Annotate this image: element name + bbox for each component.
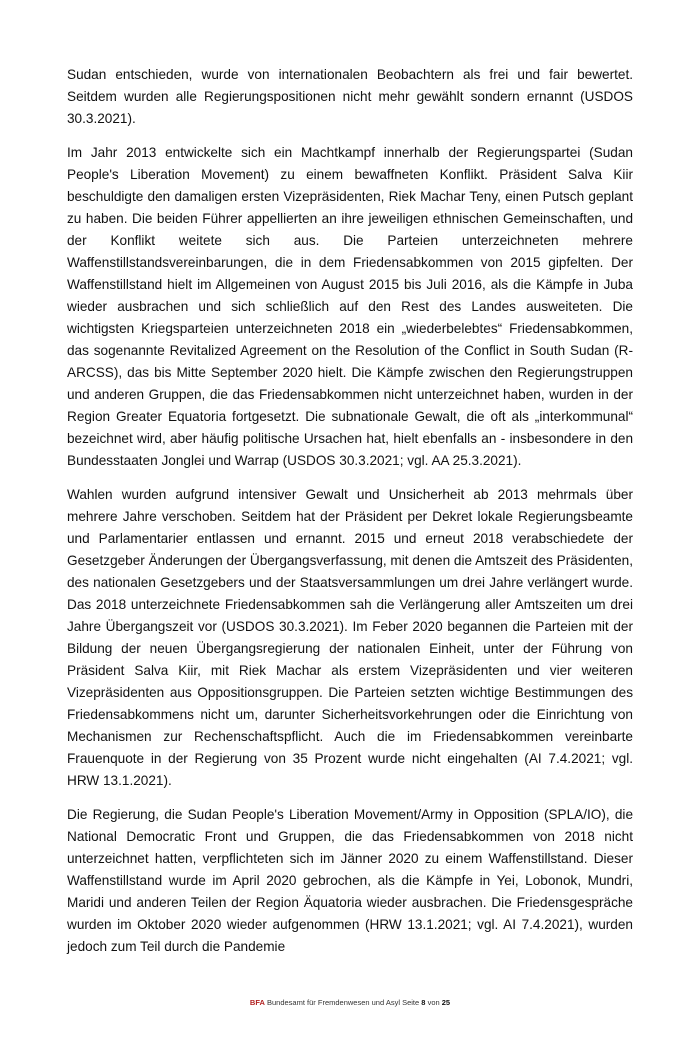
page-footer: [67, 998, 633, 1008]
document-body: [67, 64, 633, 958]
page-label: Seite: [402, 998, 420, 1007]
page-number: 8: [421, 998, 426, 1007]
bfa-logo-text: BFA: [249, 998, 265, 1007]
paragraph: Wahlen wurden aufgrund intensiver Gewalt und Unsicherheit ab 2013 mehrmals über mehrere Jahre verschoben. Seitdem hat der Präsident per Dekret lokale Regierungsbeamte und Parlamentarier entlassen und ernannt. 2015 und erneut 2018 verabschiedete der Gesetzgeber Änderungen der Übergangsverfassung, mit denen die Amtszeit des Präsidenten, des nationalen Gesetzgebers und der Staatsversammlungen um drei Jahre verlängert wurde. Das 2018 unterzeichnete Friedensabkommen sah die Verlängerung aller Amtszeiten um drei Jahre Übergangszeit vor (USDOS 30.3.2021). Im Feber 2020 begannen die Parteien mit der Bildung der neuen Übergangsregierung der nationalen Einheit, unter der Führung von Präsident Salva Kiir, mit Riek Machar als erstem Vizepräsidenten und vier weiteren Vizepräsidenten aus Oppositionsgruppen. Die Parteien setzten wichtige Bestimmungen des Friedensabkommens nicht um, darunter Sicherheitsvorkehrungen oder die Einrichtung von Mechanismen zur Rechenschaftspflicht. Auch die im Friedensabkommen vereinbarte Frauenquote in der Regierung von 35 Prozent wurde nicht eingehalten (AI 7.4.2021; vgl. HRW 13.1.2021).: [67, 487, 633, 788]
paragraph: Sudan entschieden, wurde von internationalen Beobachtern als frei und fair bewertet. Seitdem wurden alle Regierungspositionen nicht mehr gewählt sondern ernannt (USDOS 30.3.2021).: [67, 67, 633, 126]
of-label: von: [427, 998, 440, 1007]
page-total: 25: [441, 998, 451, 1007]
org-name: Bundesamt für Fremdenwesen und Asyl: [267, 998, 400, 1007]
paragraph: Im Jahr 2013 entwickelte sich ein Machtkampf innerhalb der Regierungspartei (Sudan People's Liberation Movement) zu einem bewaffneten Konflikt. Präsident Salva Kiir beschuldigte den damaligen ersten Vizepräsidenten, Riek Machar Teny, einen Putsch geplant zu haben. Die beiden Führer appellierten an ihre jeweiligen ethnischen Gemeinschaften, und der Konflikt weitete sich aus. Die Parteien unterzeichneten mehrere Waffenstillstandsvereinbarungen, die in dem Friedensabkommen von 2015 gipfelten. Der Waffenstillstand hielt im Allgemeinen von August 2015 bis Juli 2016, als die Kämpfe in Juba wieder ausbrachen und sich schließlich auf den Rest des Landes ausweiteten. Die wichtigsten Kriegsparteien unterzeichneten 2018 ein „wiederbelebtes“ Friedensabkommen, das sogenannte Revitalized Agreement on the Resolution of the Conflict in South Sudan (R-ARCSS), das bis Mitte September 2020 hielt. Die Kämpfe zwischen den Regierungstruppen und anderen Gruppen, die das Friedensabkommen nicht unterzeichnet haben, wurden in der Region Greater Equatoria fortgesetzt. Die subnationale Gewalt, die oft als „interkommunal“ bezeichnet wird, aber häufig politische Ursachen hat, hielt ebenfalls an - insbesondere in den Bundesstaaten Jonglei und Warrap (USDOS 30.3.2021; vgl. AA 25.3.2021).: [67, 145, 633, 468]
paragraph: Die Regierung, die Sudan People's Liberation Movement/Army in Opposition (SPLA/IO), die National Democratic Front und Gruppen, die das Friedensabkommen von 2018 nicht unterzeichnet hatten, verpflichteten sich im Jänner 2020 zu einem Waffenstillstand. Dieser Waffenstillstand wurde im April 2020 gebrochen, als die Kämpfe in Yei, Lobonok, Mundri, Maridi und anderen Teilen der Region Äquatoria wieder ausbrachen. Die Friedensgespräche wurden im Oktober 2020 wieder aufgenommen (HRW 13.1.2021; vgl. AI 7.4.2021), wurden jedoch zum Teil durch die Pandemie: [67, 807, 633, 954]
